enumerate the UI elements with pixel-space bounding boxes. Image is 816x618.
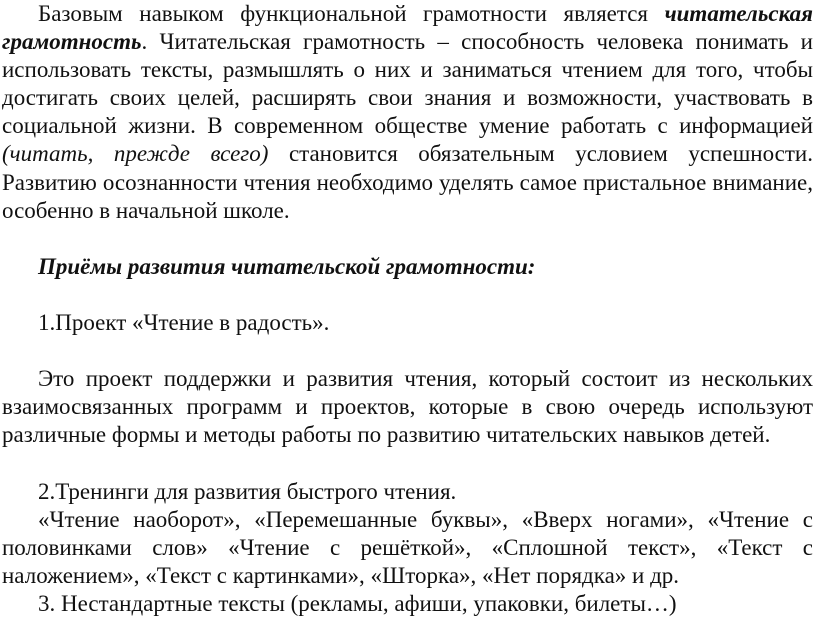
spacer — [2, 281, 813, 309]
intro-paragraph — [2, 0, 813, 225]
intro-italic-note: (читать, прежде всего) — [2, 141, 269, 167]
intro-text-end: становится обязательным условием успешности. Развитию осознанности чтения необходимо уделять самое пристальное внимание, особенно в начальной школе. — [2, 141, 813, 223]
item-1-description: Это проект поддержки и развития чтения, который состоит из нескольких взаимосвязанных программ и проектов, которые в свою очередь используют различные формы и методы работы по развитию читательских навыков детей. — [2, 366, 813, 448]
spacer — [2, 450, 813, 478]
item-3-title: 3. Нестандартные тексты (рекламы, афиши, упаковки, билеты…) — [38, 590, 677, 616]
intro-text-start: Базовым навыком функциональной грамотности является — [38, 1, 665, 26]
item-2-title: 2.Тренинги для развития быстрого чтения. — [38, 478, 457, 504]
spacer — [2, 337, 813, 365]
item-1-title: 1.Проект «Чтение в радость». — [38, 310, 330, 336]
section-heading: Приёмы развития читательской грамотности: — [38, 253, 536, 279]
spacer — [2, 225, 813, 253]
intro-emphasis: читательская грамотность — [2, 1, 813, 55]
item-2-description: «Чтение наоборот», «Перемешанные буквы», «Вверх ногами», «Чтение с половинками слов» «Чтение с решёткой», «Сплошной текст», «Текст с наложением», «Текст с картинками», «Шторка», «Нет порядка» и др. — [2, 506, 813, 588]
intro-text-middle: . Читательская грамотность – способность человека понимать и использовать тексты, размышлять о них и заниматься чтением для того, чтобы достигать своих целей, расширять свои знания и возможности, участвовать в социальной жизни. В современном обществе умение работать с информацией — [2, 29, 813, 139]
